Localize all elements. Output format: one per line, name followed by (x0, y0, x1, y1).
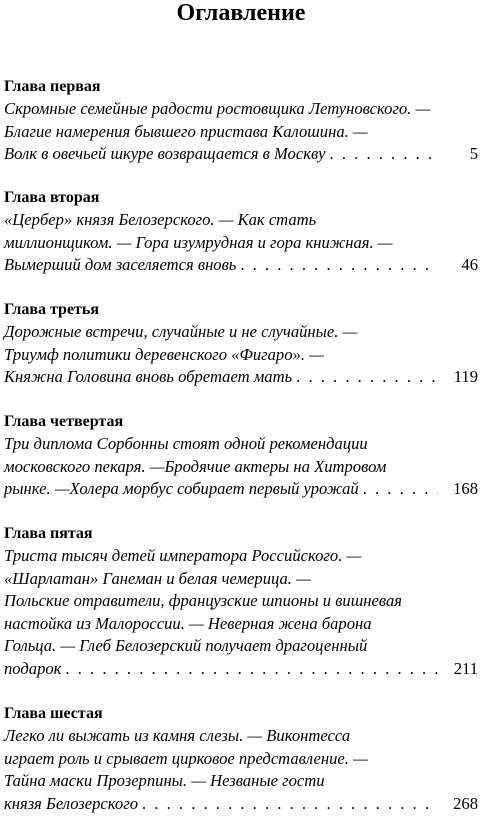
entry-last-line (4, 658, 478, 681)
entry-line: Легко ли выжать из камня слезы. — Виконтесса (4, 726, 351, 745)
entry-last-line (4, 793, 478, 816)
entry-line: «Цербер» князя Белозерского. — Как стать (4, 210, 317, 229)
dot-leader (138, 793, 438, 816)
entry-line: Гольца. — Глеб Белозерский получает драгоценный (4, 636, 368, 655)
entry-line: Княжна Головина вновь обретает мать (4, 367, 293, 386)
dot-leader (359, 478, 438, 501)
chapter-heading: Глава первая (4, 78, 101, 95)
entry-line: Вымерший дом заселяется вновь (4, 255, 237, 274)
toc-entry-chapter-5 (4, 523, 478, 680)
toc-entry-chapter-2 (4, 187, 478, 277)
chapter-heading: Глава вторая (4, 189, 100, 206)
entry-line: подарок (4, 658, 62, 678)
entry-line: Волк в овечьей шкуре возвращается в Москву (4, 144, 326, 163)
entry-last-line (4, 478, 478, 501)
entry-last-line (4, 254, 478, 277)
entry-line: Благие намерения бывшего пристава Калошина. — (4, 121, 368, 141)
dot-leader (326, 143, 438, 166)
toc-entry-chapter-1 (4, 76, 478, 166)
page-number: 5 (469, 144, 478, 163)
entry-line: миллионщиком. — Гора изумрудная и гора книжная. — (4, 232, 393, 252)
entry-line: Триумф политики деревенского «Фигаро». — (4, 344, 324, 364)
entry-line: Тайна маски Прозерпины. — Незваные гости (4, 771, 325, 790)
toc-entry-chapter-4 (4, 411, 478, 501)
entry-line: Дорожные встречи, случайные и не случайные. — (4, 322, 358, 341)
entry-line: Польские отравители, французские шпионы и вишневая (4, 591, 402, 610)
dot-leader (236, 254, 438, 277)
entry-line: московского пекаря. —Бродячие актеры на Хитровом (4, 456, 387, 476)
dot-leader (292, 366, 438, 389)
toc-entry-chapter-3 (4, 299, 478, 389)
entry-line: Три диплома Сорбонны стоят одной рекомендации (4, 434, 368, 453)
page-number: 168 (453, 479, 478, 498)
chapter-heading: Глава шестая (4, 705, 103, 722)
page-number: 268 (453, 793, 478, 813)
page-number: 119 (453, 367, 478, 386)
entry-line: настойка из Малороссии. — Неверная жена барона (4, 613, 372, 633)
page-number: 46 (461, 255, 478, 274)
entry-line: играет роль и срывает цирковое представление. — (4, 748, 368, 768)
page-number: 211 (453, 658, 478, 678)
chapter-heading: Глава четвертая (4, 413, 124, 430)
toc-entry-chapter-6 (4, 703, 478, 815)
chapter-heading: Глава пятая (4, 525, 93, 542)
entry-line: князя Белозерского (4, 793, 138, 813)
entry-line: «Шарлатан» Ганеман и белая чемерица. — (4, 568, 311, 588)
entry-line: Скромные семейные радости ростовщика Летуновского. — (4, 99, 431, 118)
page-title: Оглавление (176, 0, 306, 26)
entry-line: Триста тысяч детей императора Российского. — (4, 546, 362, 565)
chapter-heading: Глава третья (4, 301, 100, 318)
entry-last-line (4, 366, 478, 389)
dot-leader (61, 658, 438, 681)
entry-last-line (4, 143, 478, 166)
entry-line: рынке. —Холера морбус собирает первый урожай (4, 479, 359, 498)
